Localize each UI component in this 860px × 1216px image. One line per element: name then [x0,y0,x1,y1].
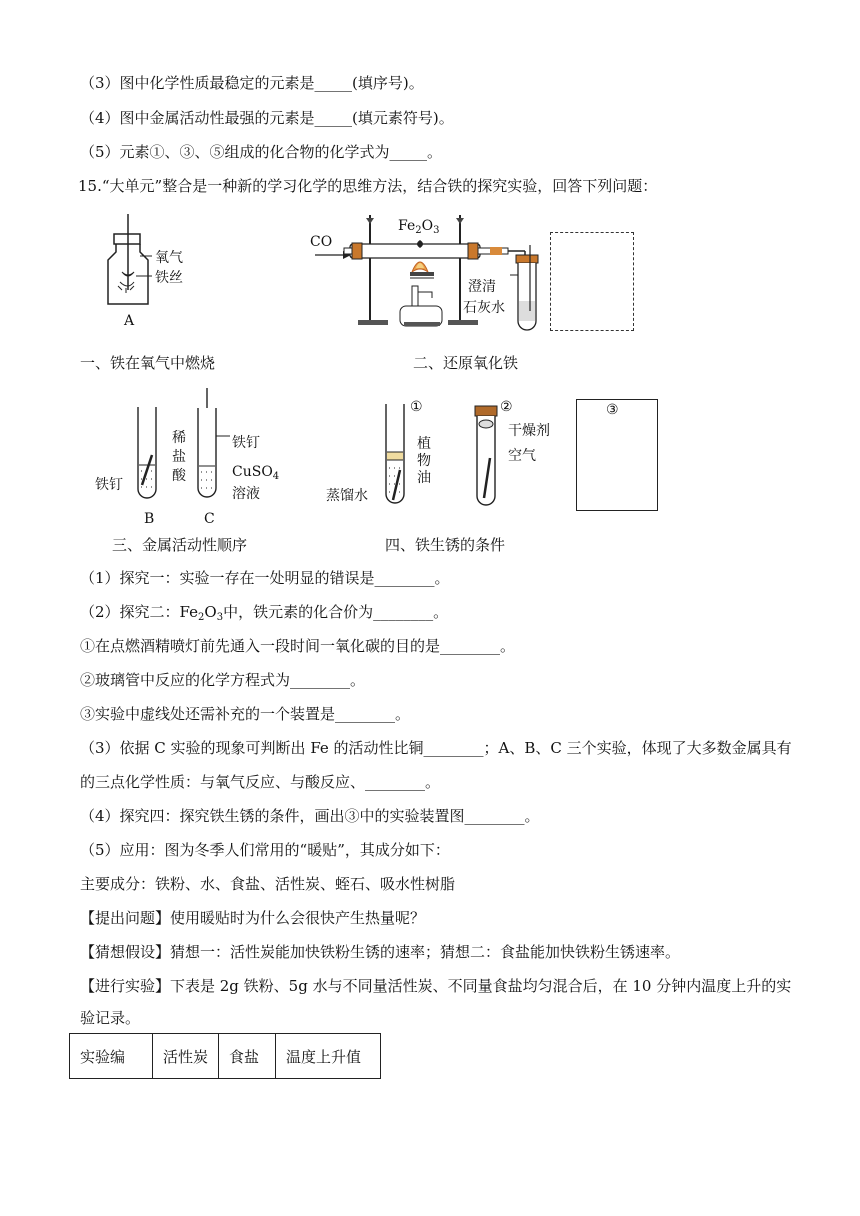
components-line: 主要成分：铁粉、水、食盐、活性炭、蛭石、吸水性树脂 [80,875,456,893]
label-fe2o3: $Fe_2O_3$ [398,218,440,236]
experiment-table [69,1033,381,1079]
table-header-row [70,1034,381,1079]
label-air: 空气 [508,448,536,464]
label-oil-1: 植 [417,436,431,452]
label-iron-wire: 铁丝 [155,270,183,286]
question-3: （3）图中化学性质最稳定的元素是_____(填序号)。 [80,74,424,92]
label-b-acid-3: 酸 [172,468,186,484]
label-rust-1: ① [410,399,423,415]
label-oil-3: 油 [417,470,431,486]
label-b-acid-2: 盐 [172,449,186,465]
sub-question-2-1: ①在点燃酒精喷灯前先通入一段时间一氧化碳的目的是________。 [80,637,516,655]
label-limewater-2: 石灰水 [463,300,505,316]
label-rust-2: ② [500,399,513,415]
label-co: CO [310,234,333,250]
sub-question-5: （5）应用：图为冬季人们常用的“暖贴”，其成分如下： [80,841,450,859]
caption-3: 三、金属活动性顺序 [112,536,248,554]
label-oil-2: 物 [417,453,431,469]
sub-question-3a: （3）依据 C 实验的现象可判断出 Fe 的活动性比铜________；A、B、C 三个实验，体现了大多数金属具有 [80,739,792,757]
label-distilled-water: 蒸馏水 [326,488,368,504]
ask-question-line: 【提出问题】使用暖贴时为什么会很快产生热量呢？ [80,909,426,927]
question-15: 15.“大单元”整合是一种新的学习化学的思维方法，结合铁的探究实验，回答下列问题： [78,177,658,195]
tube-c [190,388,230,506]
sub-question-3b: 的三点化学性质：与氧气反应、与酸反应、________。 [80,773,441,791]
label-desiccant: 干燥剂 [508,423,550,439]
sub-question-4: （4）探究四：探究铁生锈的条件，画出③中的实验装置图________。 [80,807,540,825]
figure-a-jar [100,212,200,332]
tube-rust-1 [378,402,418,512]
label-c-nail: 铁钉 [232,435,260,451]
label-c-solution: 溶液 [232,486,260,502]
label-b: B [144,511,155,527]
sub-question-2: （2）探究二：$Fe_2O_3$中，铁元素的化合价为________。 [80,603,449,623]
label-oxygen: 氧气 [155,250,183,266]
dashed-box [550,232,634,331]
tube-b [130,405,170,505]
sub-question-2-3: ③实验中虚线处还需补充的一个装置是________。 [80,705,411,723]
table-header-cell: 实验编 [70,1034,153,1079]
tube-rust-2 [470,402,510,512]
label-limewater-1: 澄清 [468,279,496,295]
caption-4: 四、铁生锈的条件 [385,536,506,554]
label-a: A [124,313,135,329]
caption-1: 一、铁在氧气中燃烧 [80,354,216,372]
label-c-cuso4: CuSO$_4$ [232,464,280,482]
table-header-cell: 食盐 [219,1034,276,1079]
question-4: （4）图中金属活动性最强的元素是_____(填元素符号)。 [80,109,454,127]
label-b-nail: 铁钉 [95,477,123,493]
sub-question-2-2: ②玻璃管中反应的化学方程式为________。 [80,671,366,689]
caption-2: 二、还原氧化铁 [413,354,519,372]
label-b-acid-1: 稀 [172,430,186,446]
hypothesis-line: 【猜想假设】猜想一：活性炭能加快铁粉生锈的速率；猜想二：食盐能加快铁粉生锈速率。 [80,943,681,961]
experiment-line-b: 验记录。 [80,1009,141,1027]
question-5: （5）元素①、③、⑤组成的化合物的化学式为_____。 [80,143,443,161]
experiment-line-a: 【进行实验】下表是 2g 铁粉、5g 水与不同量活性炭、不同量食盐均匀混合后，在 10 分钟内温度上升的实 [80,977,792,995]
table-header-cell: 活性炭 [153,1034,219,1079]
sub-question-1: （1）探究一：实验一存在一处明显的错误是________。 [80,569,450,587]
table-header-cell: 温度上升值 [276,1034,381,1079]
limewater-tube [510,245,550,335]
label-rust-3: ③ [606,402,619,418]
label-c: C [204,511,215,527]
